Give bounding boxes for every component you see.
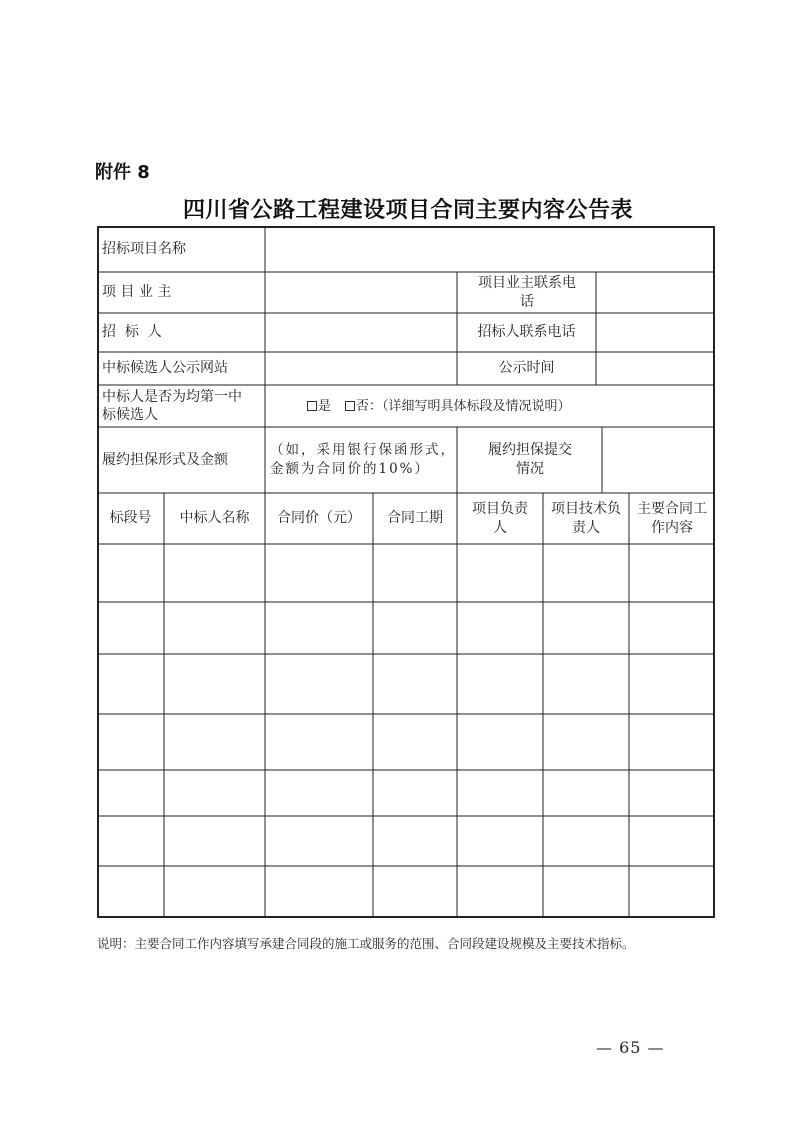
table-cell[interactable] [629, 602, 714, 654]
table-cell[interactable] [457, 654, 543, 714]
yes-checkbox[interactable] [307, 401, 317, 411]
guarantee-submit-label: 履约担保提交情况 [488, 442, 572, 477]
tenderer-label: 招 标 人 [102, 324, 162, 340]
table-cell[interactable] [457, 544, 543, 602]
announcement-table [97, 226, 715, 918]
table-cell[interactable] [373, 654, 457, 714]
publicity-time-value[interactable] [596, 352, 714, 385]
table-cell[interactable] [457, 714, 543, 770]
owner-value[interactable] [265, 272, 457, 313]
table-cell[interactable] [97, 816, 164, 866]
table-cell[interactable] [97, 866, 164, 917]
yes-option-label: 是 [318, 398, 332, 414]
table-cell[interactable] [164, 602, 265, 654]
table-cell[interactable] [543, 544, 629, 602]
no-option-label: 否：（详细写明具体标段及情况说明） [356, 398, 571, 414]
attachment-label: 附件 8 [95, 162, 150, 183]
table-cell[interactable] [265, 714, 373, 770]
table-cell[interactable] [543, 714, 629, 770]
table-cell[interactable] [265, 654, 373, 714]
owner-label: 项 目 业 主 [102, 284, 172, 300]
publicity-time-label: 公示时间 [498, 360, 555, 376]
guarantee-submit-value[interactable] [602, 427, 714, 493]
first-candidate-options [302, 385, 714, 427]
table-cell[interactable] [457, 866, 543, 917]
table-cell[interactable] [629, 714, 714, 770]
website-label: 中标候选人公示网站 [102, 360, 228, 376]
table-cell[interactable] [97, 654, 164, 714]
table-cell[interactable] [457, 770, 543, 816]
table-cell[interactable] [373, 770, 457, 816]
tenderer-phone-value[interactable] [596, 313, 714, 352]
table-cell[interactable] [373, 544, 457, 602]
owner-phone-label: 项目业主联系电话 [478, 274, 576, 310]
table-cell[interactable] [629, 654, 714, 714]
website-value[interactable] [265, 352, 457, 385]
header-contract-price: 合同价（元） [277, 510, 361, 526]
table-cell[interactable] [97, 714, 164, 770]
page-number: — 65 — [596, 1038, 665, 1057]
table-cell[interactable] [373, 866, 457, 917]
header-project-manager: 项目负责人 [472, 500, 528, 536]
header-work-content: 主要合同工作内容 [637, 500, 707, 536]
table-cell[interactable] [265, 544, 373, 602]
header-contract-period: 合同工期 [387, 510, 443, 526]
tenderer-value[interactable] [265, 313, 457, 352]
no-checkbox[interactable] [345, 401, 355, 411]
table-cell[interactable] [629, 770, 714, 816]
table-cell[interactable] [543, 654, 629, 714]
table-cell[interactable] [457, 816, 543, 866]
table-cell[interactable] [164, 544, 265, 602]
table-cell[interactable] [373, 602, 457, 654]
page-title: 四川省公路工程建设项目合同主要内容公告表 [182, 198, 633, 223]
project-name-label: 招标项目名称 [102, 241, 186, 257]
table-cell[interactable] [164, 816, 265, 866]
table-cell[interactable] [164, 866, 265, 917]
guarantee-form-label: 履约担保形式及金额 [102, 451, 228, 468]
guarantee-example: （如，采用银行保函形式，金额为合同价的10%） [270, 442, 456, 477]
footnote: 说明：主要合同工作内容填写承建合同段的施工或服务的范围、合同段建设规模及主要技术指标。 [97, 936, 635, 951]
table-cell[interactable] [97, 544, 164, 602]
table-cell[interactable] [97, 770, 164, 816]
table-cell[interactable] [543, 816, 629, 866]
table-cell[interactable] [265, 602, 373, 654]
table-cell[interactable] [164, 770, 265, 816]
table-cell[interactable] [543, 602, 629, 654]
table-cell[interactable] [457, 602, 543, 654]
owner-phone-value[interactable] [596, 272, 714, 313]
table-cell[interactable] [373, 816, 457, 866]
table-cell[interactable] [629, 866, 714, 917]
tenderer-phone-label: 招标人联系电话 [477, 324, 576, 340]
header-section-no: 标段号 [109, 510, 152, 526]
table-cell[interactable] [629, 544, 714, 602]
header-technical-manager: 项目技术负责人 [551, 500, 621, 536]
table-cell[interactable] [164, 714, 265, 770]
project-name-value[interactable] [265, 227, 714, 272]
table-cell[interactable] [373, 714, 457, 770]
table-cell[interactable] [543, 866, 629, 917]
table-cell[interactable] [265, 866, 373, 917]
table-cell[interactable] [543, 770, 629, 816]
table-cell[interactable] [97, 602, 164, 654]
first-candidate-label: 中标人是否为均第一中标候选人 [102, 389, 242, 423]
table-cell[interactable] [629, 816, 714, 866]
table-cell[interactable] [265, 770, 373, 816]
table-cell[interactable] [265, 816, 373, 866]
header-winner-name: 中标人名称 [179, 510, 250, 526]
table-cell[interactable] [164, 654, 265, 714]
